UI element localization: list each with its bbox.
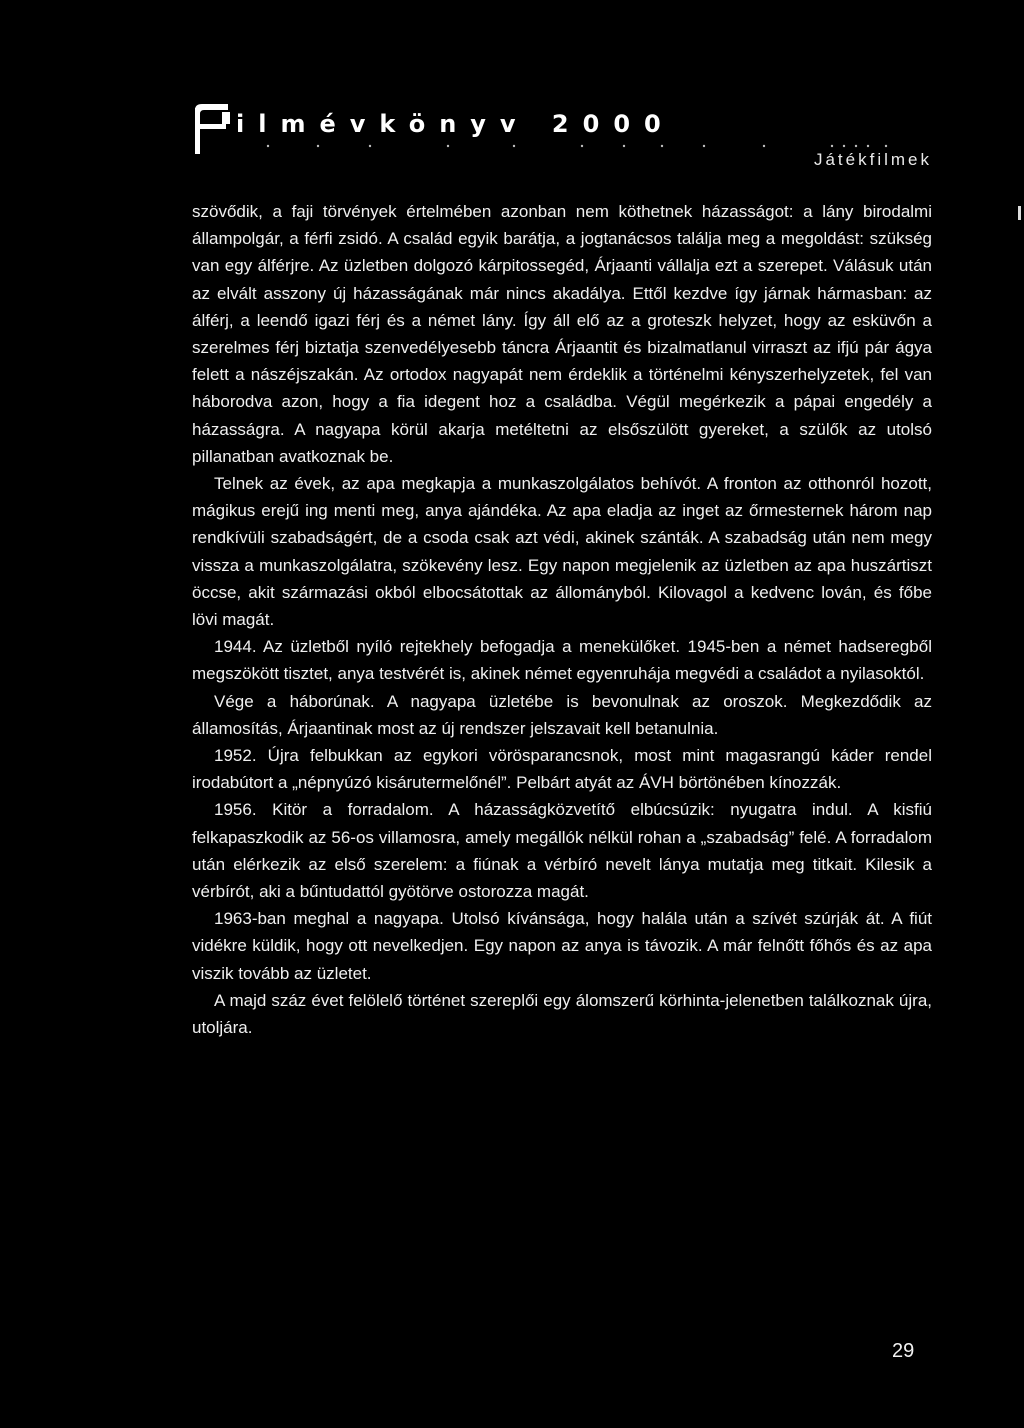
yearbook-title: ilmévkönyv 2000 — [236, 110, 675, 138]
paragraph: szövődik, a faji törvények értelmében azonban nem köthetnek házasságot: a lány birodalmi állampolgár, a férfi zsidó. A család egyik barátja, a jogtanácsos találja meg a megoldást: szükség van egy álférjre. Az üzletben dolgozó kárpitossegéd, Árjaanti vállalja ezt a szerepet. Válásuk után az elvált asszony új házasságának már nincs akadálya. Ettől kezdve így járnak hármasban: az álférj, a leendő igazi férj és a német lány. Így áll elő az a groteszk helyzet, hogy az esküvőn a szerelmes férj biztatja szenvedélyesebb táncra Árjaantit és bizalmatlanul virraszt az ifjú pár ágya felett a nászéjszakán. Az ortodox nagyapát nem érdeklik a történelmi kényszerhelyzetek, fel van háborodva azon, hogy a fia idegent hoz a családba. Végül megérkezik a pápai engedély a házasságra. A nagyapa körül akarja metéltetni az elsőszülött gyereket, a szülők az utolsó pillanatban avatkoznak be. — [192, 202, 932, 466]
decorative-dots — [252, 144, 892, 148]
paragraph: 1956. Kitör a forradalom. A házasságközvetítő elbúcsúzik: nyugatra indul. A kisfiú felkapaszkodik az 56-os villamosra, amely megállók nélkül rohan a „szabadság” felé. A forradalom után elérkezik az első szerelem: a fiúnak a vérbíró nevelt lánya mutatja meg titkait. Kilesik a vérbírót, aki a bűntudattól gyötörve ostorozza magát. — [192, 800, 932, 902]
paragraph: A majd száz évet felölelő történet szereplői egy álomszerű körhinta-jelenetben találkoznak újra, utoljára. — [192, 990, 932, 1038]
page-number: 29 — [892, 1340, 915, 1362]
section-label: Játékfilmek — [813, 150, 932, 169]
paragraph: 1944. Az üzletből nyíló rejtekhely befogadja a menekülőket. 1945-ben a német hadseregből megszökött tisztet, anya testvérét is, akinek német egyenruhája megvédi a családot a nyilasoktól. — [192, 637, 932, 684]
paragraph: 1963-ban meghal a nagyapa. Utolsó kívánsága, hogy halála után a szívét szúrják át. A fiút vidékre küldik, hogy ott nevelkedjen. Egy napon az anya is távozik. A már felnőtt főhős és az apa viszik tovább az üzletet. — [192, 909, 932, 983]
article-body — [192, 198, 932, 1041]
paragraph: Vége a háborúnak. A nagyapa üzletébe is bevonulnak az oroszok. Megkezdődik az államosítás, Árjaantinak most az új rendszer jelszavait kell betanulnia. — [192, 691, 932, 738]
paragraph: 1952. Újra felbukkan az egykori vörösparancsnok, most mint magasrangú káder rendel irodabútort a „népnyúzó kisárutermelőnél”. Pelbárt atyát az ÁVH börtönében kínozzák. — [192, 746, 932, 793]
page-header — [192, 100, 932, 180]
paragraph: Telnek az évek, az apa megkapja a munkaszolgálatos behívót. A fronton az otthonról hozott, mágikus erejű ing menti meg, anya ajándéka. Az apa eladja az inget az őrmesternek három nap rendkívüli szabadságért, de a csoda csak azt védi, akinek szánták. A szabadság után nem megy vissza a munkaszolgálatra, szökevény lesz. Egy napon megjelenik az üzletben az apa huszártiszt öccse, akit származási okból elbocsátottak az állományból. Kilovagol a kedvenc lován, és főbe lövi magát. — [192, 474, 932, 630]
edge-mark — [1018, 206, 1021, 220]
film-logo-icon — [192, 102, 232, 156]
